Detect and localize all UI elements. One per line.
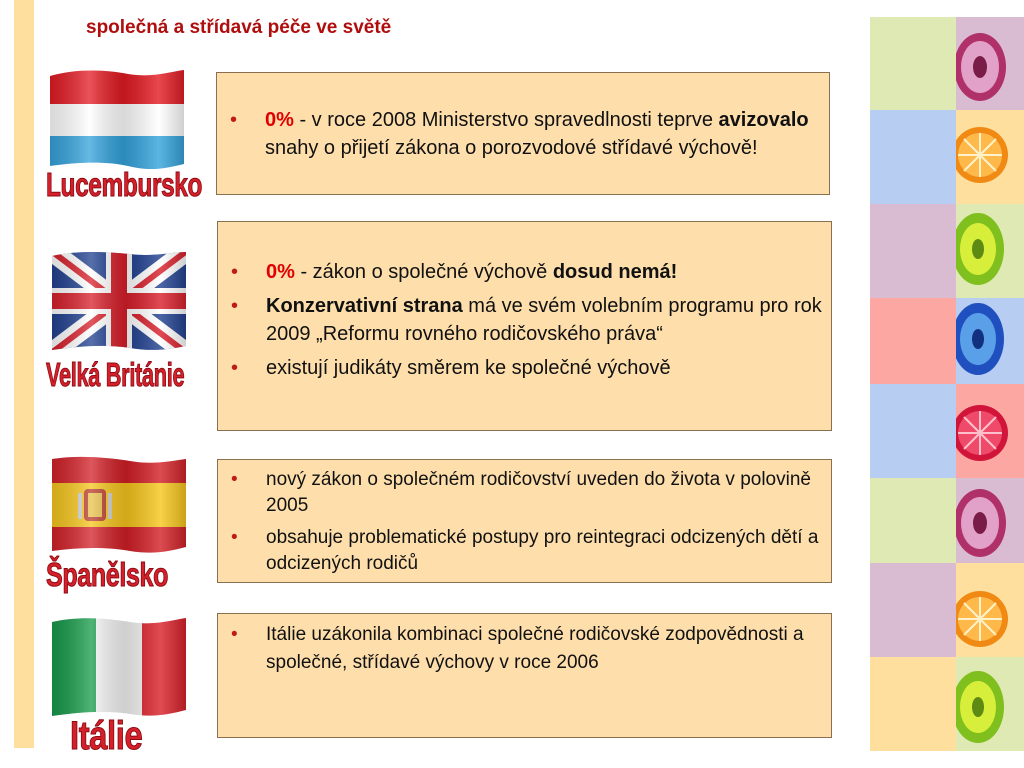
decorative-fruit-mosaic [870,17,1024,751]
country-label-uk: Velká Británie [46,356,185,393]
country-label-luxembourg: Lucembursko [46,166,203,203]
spain-flag [50,455,188,553]
luxembourg-info-box [216,72,830,195]
uk-info-box [217,221,832,431]
italy-flag [50,616,188,714]
luxembourg-bullet-1: • 0% - v roce 2008 Ministerstvo spravedlnosti teprve avizovalo snahy o přijetí zákona o porozvodové střídavé výchově! [217,106,829,162]
italy-info-box [217,613,832,738]
italy-bullet-1: • Itálie uzákonila kombinaci společné rodičovské zodpovědnosti a společné, střídavé výchovy v roce 2006 [218,621,831,677]
uk-flag [50,250,188,348]
spain-bullet-1: • nový zákon o společném rodičovství uveden do života v polovině 2005 [218,467,831,519]
spain-info-box [217,459,832,583]
luxembourg-flag [48,68,186,166]
country-label-spain: Španělsko [46,556,169,593]
uk-bullet-1: • 0% - zákon o společné výchově dosud nemá! [218,258,831,286]
uk-bullet-2: • Konzervativní strana má ve svém volebním programu pro rok 2009 „Reformu rovného rodičovského práva“ [218,292,831,348]
spain-bullet-2: • obsahuje problematické postupy pro reintegraci odcizených dětí a odcizených rodičů [218,525,831,577]
fruit-slices-decoration [956,17,1024,751]
left-accent-strip [14,0,34,748]
uk-bullet-3: • existují judikáty směrem ke společné výchově [218,354,831,382]
country-label-italy: Itálie [70,714,143,758]
slide-title: společná a střídavá péče ve světě [86,17,392,38]
